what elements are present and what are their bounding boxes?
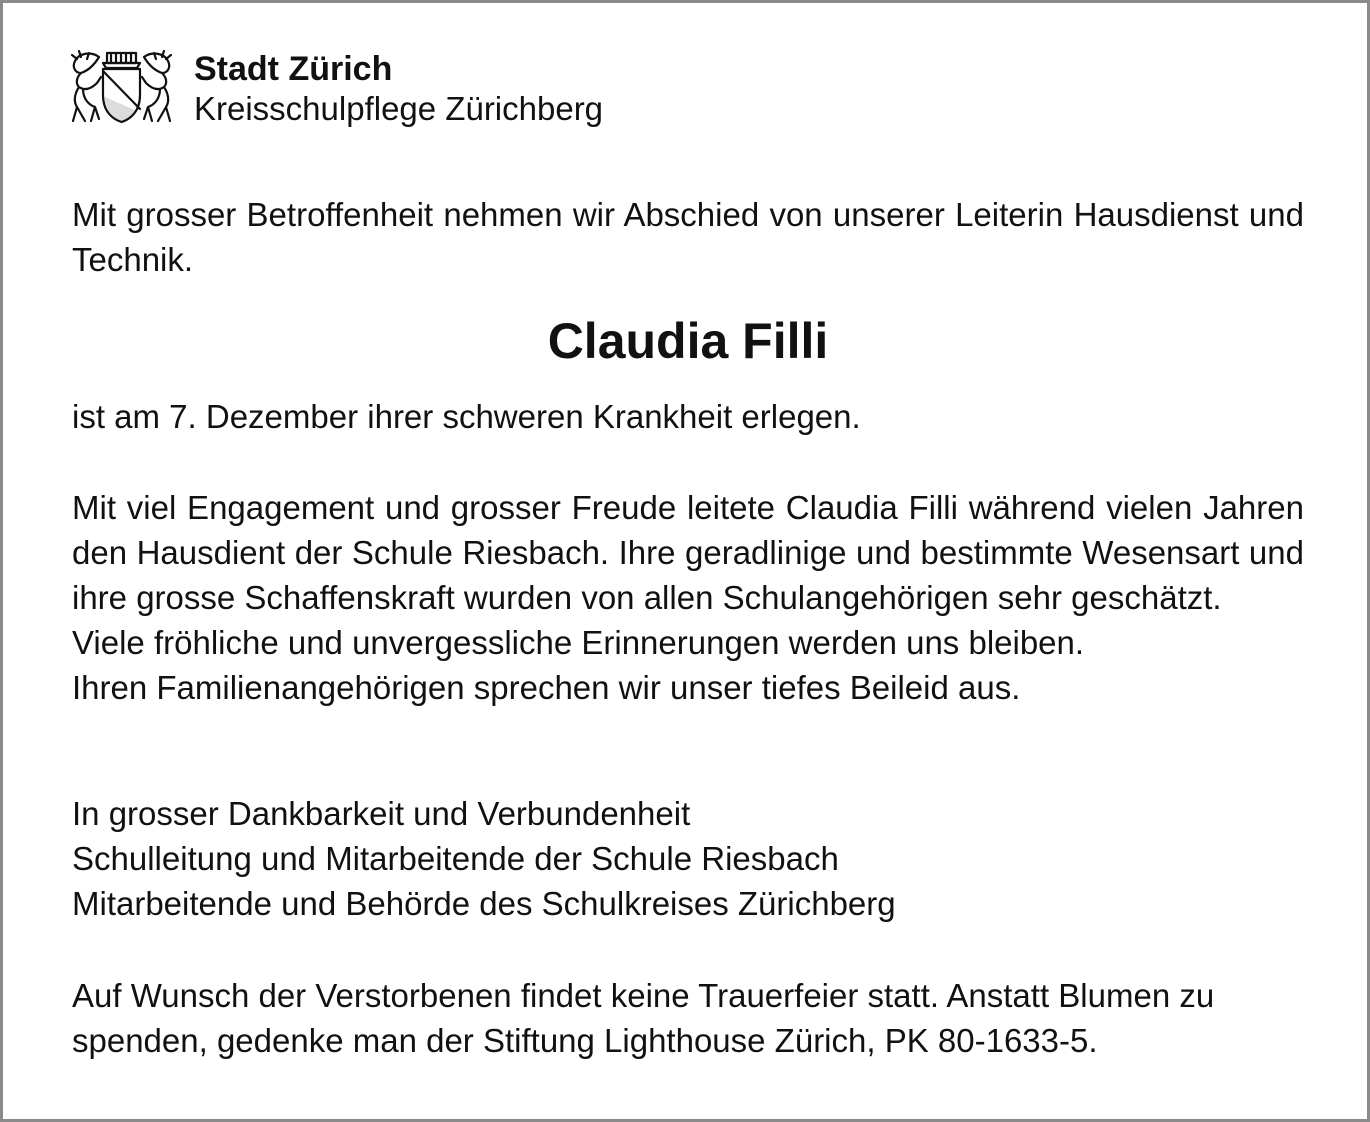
closing-text: Auf Wunsch der Verstorbenen findet keine Trauerfeier statt. Anstatt Blumen zu spenden, gedenke man der Stiftung Lighthouse Zürich, PK 80-1633-5. [72, 977, 1215, 1059]
org-name: Stadt Zürich [194, 50, 393, 88]
deceased-name: Claudia Filli [547, 313, 829, 369]
letterhead [69, 49, 603, 129]
death-notice: ist am 7. Dezember ihrer schweren Krankheit erlegen. [72, 398, 861, 435]
letterhead-text [194, 49, 603, 129]
tribute-condolence-line: Ihren Familienangehörigen sprechen wir unser tiefes Beileid aus. [72, 669, 1021, 706]
tribute-paragraph: Mit viel Engagement und grosser Freude leitete Claudia Filli während vielen Jahren den Hausdient der Schule Riesbach. Ihre geradlinige und bestimmte Wesensart und ihre grosse Schaffenskraft wurden von allen Schulangehörigen sehr geschätzt. [72, 489, 1304, 616]
signoff-section [72, 791, 1304, 926]
org-unit: Kreisschulpflege Zürichberg [194, 90, 604, 127]
closing-section [72, 973, 1304, 1063]
tribute-memories-line: Viele fröhliche und unvergessliche Erinnerungen werden uns bleiben. [72, 624, 1085, 661]
signoff-line: Schulleitung und Mitarbeitende der Schule Riesbach [72, 840, 839, 877]
signoff-line: In grosser Dankbarkeit und Verbundenheit [72, 795, 691, 832]
signoff-line: Mitarbeitende und Behörde des Schulkreises Zürichberg [72, 885, 896, 922]
zurich-coat-of-arms-icon [69, 49, 174, 125]
intro-text: Mit grosser Betroffenheit nehmen wir Abschied von unserer Leiterin Hausdienst und Technik. [72, 196, 1304, 278]
tribute-section [72, 485, 1304, 710]
